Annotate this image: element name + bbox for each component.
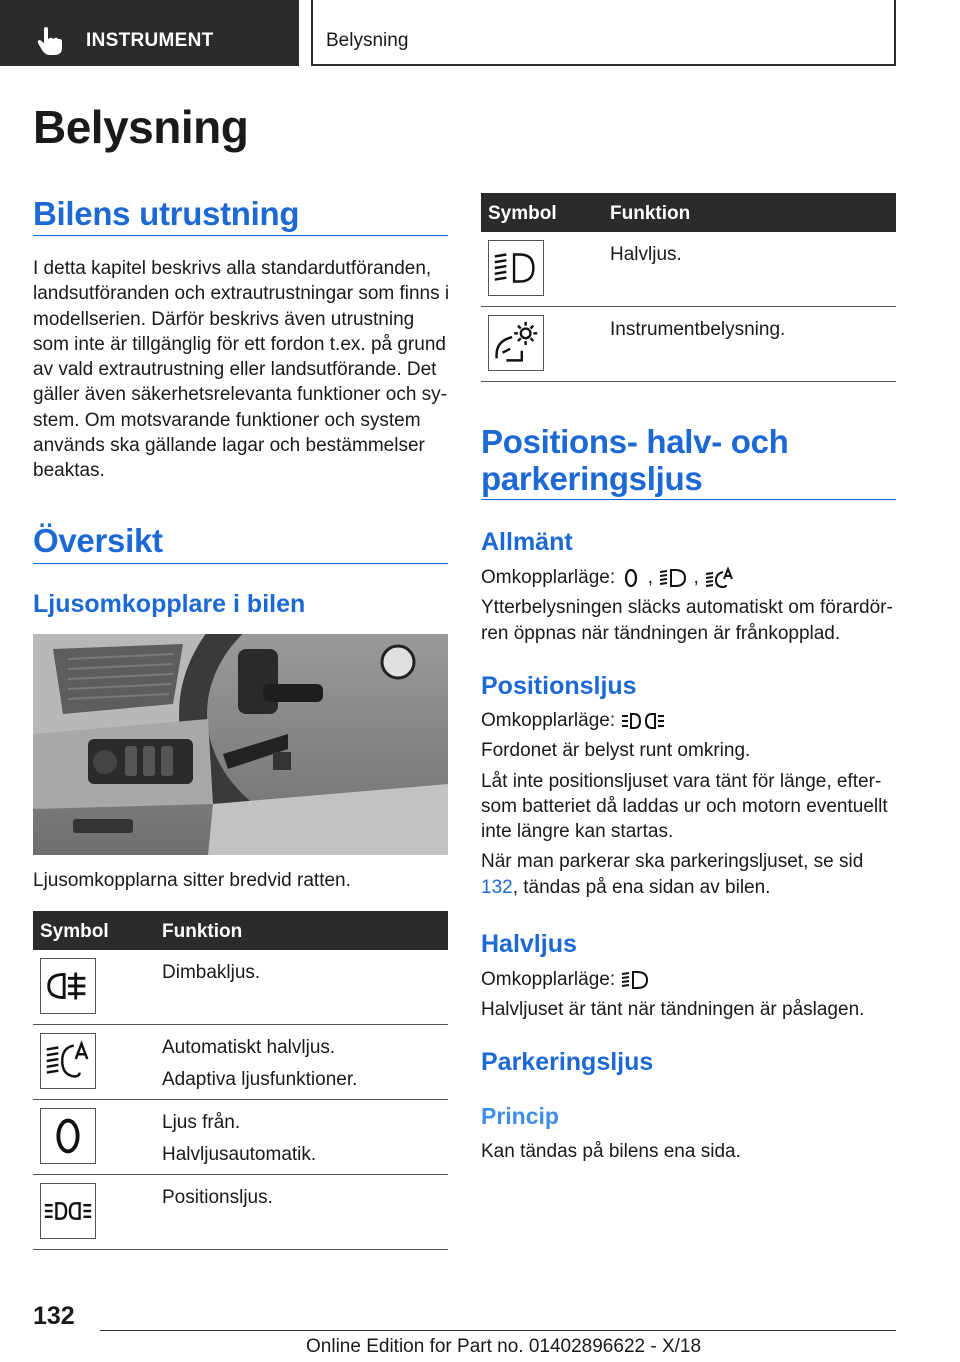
function-text: Ljus från. Halvljusautomatik. (162, 1112, 317, 1165)
function-text: Positionsljus. (162, 1187, 273, 1208)
low-beam-icon (620, 968, 650, 992)
page-title: Belysning (33, 101, 249, 153)
low-beam-icon (488, 240, 544, 296)
col-symbol: Symbol (488, 203, 557, 224)
heading-positions: Positions- halv- och parkeringsljus (481, 423, 789, 497)
symbol-table-left (33, 911, 448, 1250)
heading-rule (33, 235, 448, 236)
table-row (33, 950, 448, 1025)
heading-parkeringsljus: Parkeringsljus (481, 1048, 654, 1076)
page-link[interactable]: 132 (481, 876, 513, 898)
heading-rule (33, 563, 448, 564)
allmant-body: Omkopplarläge: , , Ytterbelysningen släcks automatiskt om förardör-ren öppnas när tändningen är frånkopplad. (481, 567, 893, 644)
fog-light-icon (40, 958, 96, 1014)
table-header (481, 193, 896, 232)
function-text: Instrumentbelysning. (610, 319, 786, 340)
topic-label: Belysning (326, 30, 409, 51)
heading-bilens-utrustning: Bilens utrustning (33, 195, 300, 232)
heading-princip: Princip (481, 1103, 559, 1129)
auto-low-beam-icon (704, 566, 734, 590)
col-symbol: Symbol (40, 921, 109, 942)
function-text: Dimbakljus. (162, 962, 261, 983)
heading-ljusomkopplare: Ljusomkopplare i bilen (33, 590, 306, 618)
light-off-icon (620, 566, 642, 590)
heading-positionsljus: Positionsljus (481, 672, 637, 700)
heading-rule (481, 499, 896, 500)
topic-tab[interactable] (311, 0, 896, 66)
heading-oversikt: Översikt (33, 522, 163, 559)
auto-low-beam-icon (40, 1033, 96, 1089)
table-header (33, 911, 448, 950)
table-row (33, 1100, 448, 1175)
page-number: 132 (33, 1302, 75, 1330)
heading-allmant: Allmänt (481, 528, 573, 556)
intro-paragraph: I detta kapitel beskrivs alla standardutföranden, landsutföranden och extrautrustningar som finns i modellserien. Därför beskrivs även utrustning som inte är tillgänglig för ett fordon t.ex. på grund av vald extrautrustning eller landsutförande. Det gäller även säkerhetsrelevanta funktioner och sy-stem. Om motsvarande funktioner och system används ska gällande lagar och bestämmelser beaktas. (33, 258, 450, 482)
princip-body: Kan tändas på bilens ena sida. (481, 1141, 741, 1162)
position-light-icon (40, 1183, 96, 1239)
table-row (481, 307, 896, 382)
photo-caption: Ljusomkopplarna sitter bredvid ratten. (33, 870, 351, 891)
light-switch-photo (33, 634, 448, 855)
table-row (481, 232, 896, 307)
col-function: Funktion (162, 921, 243, 942)
section-label: INSTRUMENT (86, 30, 214, 51)
low-beam-icon (658, 566, 688, 590)
symbol-table-right (481, 193, 896, 382)
position-light-icon (620, 709, 666, 733)
positionsljus-body: Omkopplarläge: Fordonet är belyst runt omkring. Låt inte positionsljuset vara tänt för länge, efter-som batteriet då laddas ur och motorn eventuellt inte längre kan startas. När man parkerar ska parkeringsljuset, se sid 132, tändas på ena sidan av bilen. (481, 710, 888, 898)
table-row (33, 1025, 448, 1100)
halvljus-body: Omkopplarläge: Halvljuset är tänt när tändningen är påslagen. (481, 969, 865, 1021)
edition-text: Online Edition for Part no. 01402896622 - X/18 (306, 1336, 702, 1357)
instrument-lighting-icon (488, 315, 544, 371)
pointing-hand-icon (36, 26, 64, 56)
footer-rule (100, 1330, 896, 1331)
function-text: Halvljus. (610, 244, 682, 265)
section-tab[interactable] (0, 0, 299, 66)
heading-halvljus: Halvljus (481, 930, 577, 958)
table-row (33, 1175, 448, 1250)
col-function: Funktion (610, 203, 691, 224)
function-text: Automatiskt halvljus. Adaptiva ljusfunktioner. (162, 1037, 358, 1090)
light-off-icon (40, 1108, 96, 1164)
